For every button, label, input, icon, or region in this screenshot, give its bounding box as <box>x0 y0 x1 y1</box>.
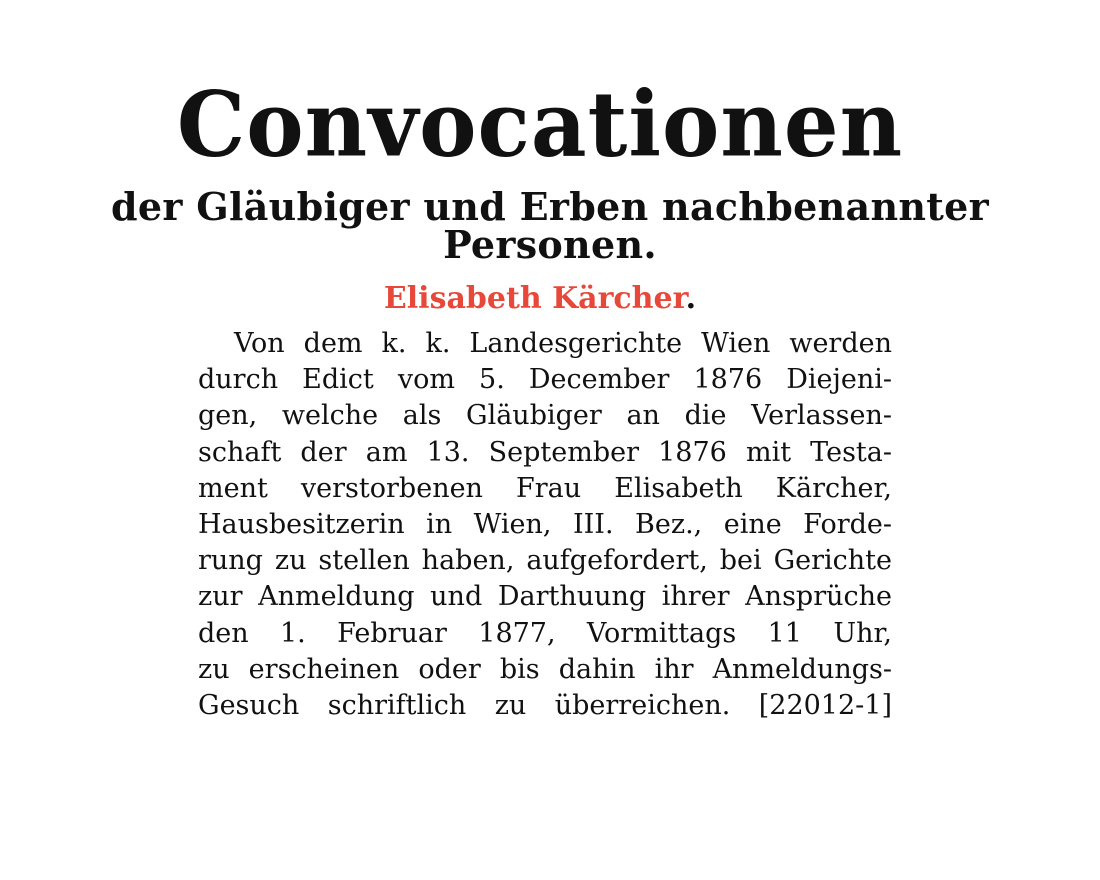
body-line: zur Anmeldung und Darthuung ihrer Ansprüche <box>198 581 892 613</box>
body-line: zu erscheinen oder bis dahin ihr Anmeldungs- <box>198 653 892 685</box>
entry-body-text <box>198 326 892 724</box>
entry-heading <box>0 281 1080 316</box>
body-line: Hausbesitzerin in Wien, III. Bez., eine Forde- <box>198 508 892 540</box>
entry-person-name: Elisabeth Kärcher <box>383 281 686 316</box>
body-line: Von dem k. k. Landesgerichte Wien werden <box>234 328 892 359</box>
body-line: rung zu stellen haben, aufgefordert, bei Gerichte <box>198 545 892 577</box>
body-line: den 1. Februar 1877, Vormittags 11 Uhr, <box>198 617 892 649</box>
body-line: ment verstorbenen Frau Elisabeth Kärcher, <box>198 472 892 504</box>
page-subtitle: der Gläubiger und Erben nachbenannter Personen. <box>111 184 989 267</box>
body-line: schaft der am 13. September 1876 mit Testa- <box>198 436 892 468</box>
body-line: durch Edict vom 5. December 1876 Diejeni- <box>198 364 892 396</box>
entry-heading-period: . <box>685 281 697 316</box>
body-line: gen, welche als Gläubiger an die Verlassen- <box>198 400 892 432</box>
body-line: Gesuch schriftlich zu überreichen. [22012-1] <box>198 689 892 721</box>
page-title: Convocationen <box>176 71 904 178</box>
